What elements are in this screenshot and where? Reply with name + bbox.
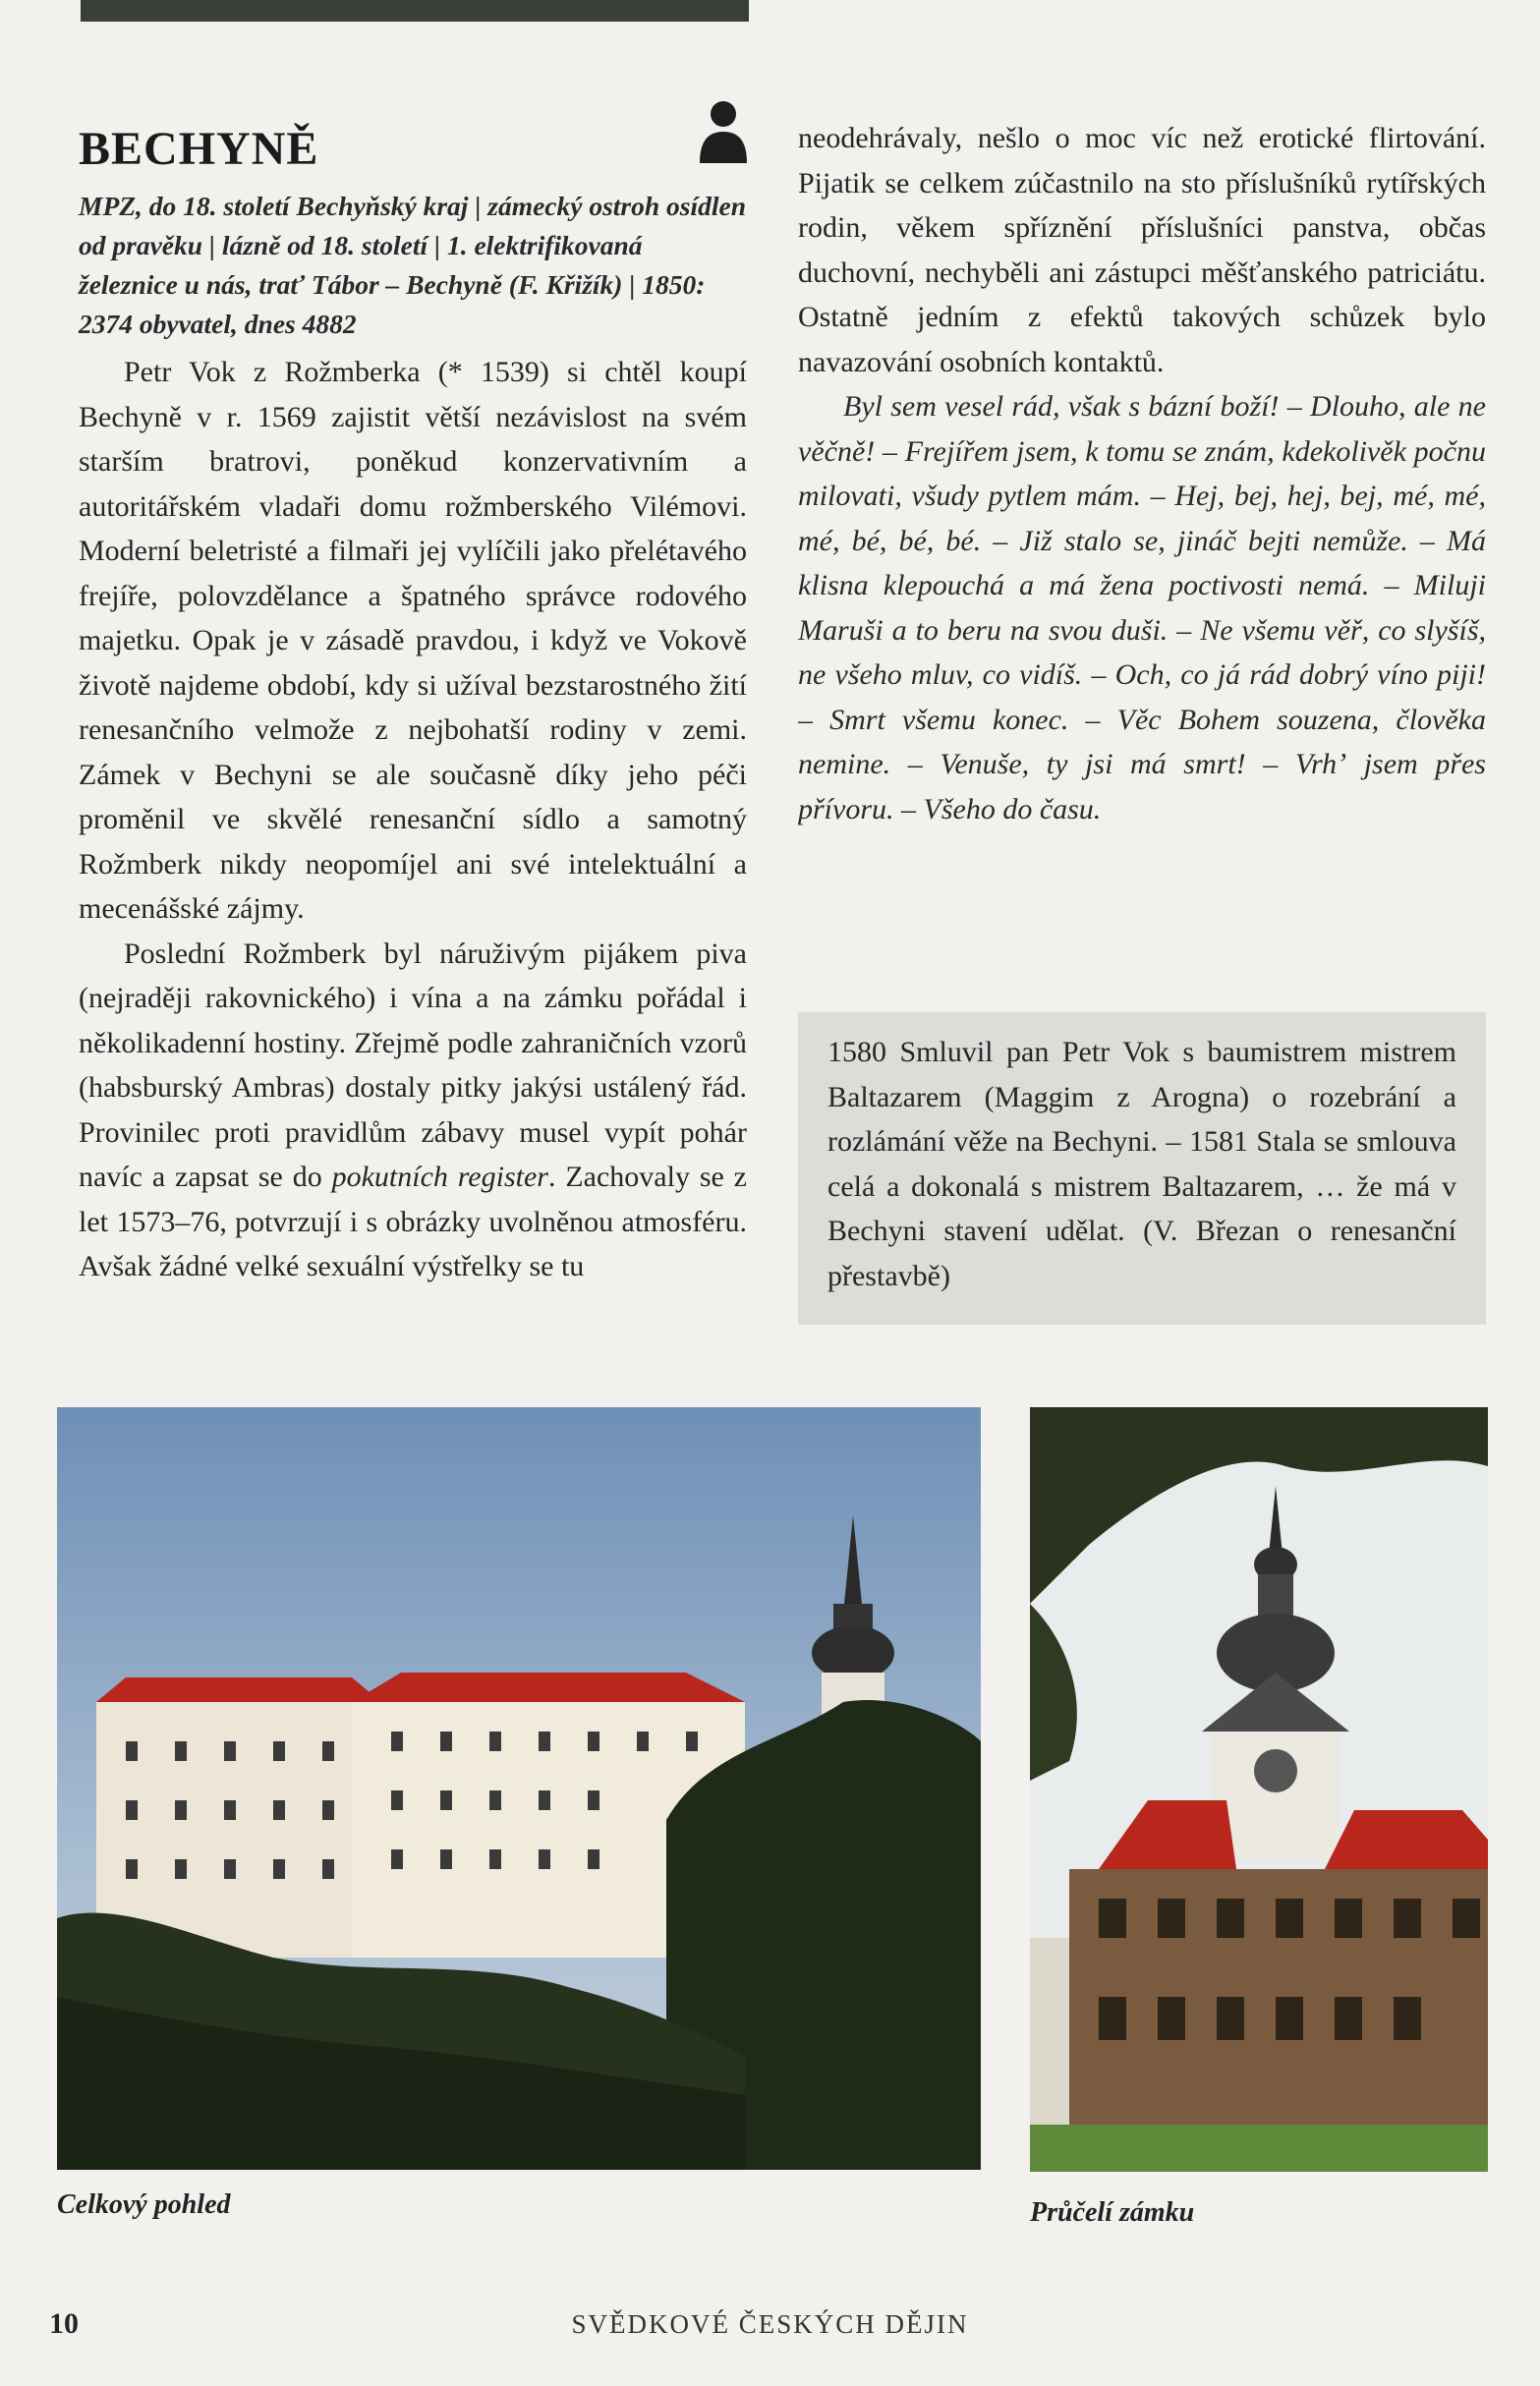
caption-overview: Celkový pohled (57, 2189, 231, 2220)
quote-box-text: 1580 Smluvil pan Petr Vok s baumistrem mistrem Baltazarem (Maggim z Arogna) o rozebrání a rozlámání věže na Bechyni. – 1581 Stala se smlouva celá a dokonalá s mistrem Baltazarem, … že má v Bechyni stavení udělat. (V. Březan o renesanční přestavbě) (827, 1036, 1456, 1292)
page-number: 10 (49, 2307, 79, 2340)
book-title: SVĚDKOVÉ ČESKÝCH DĚJIN (571, 2309, 969, 2339)
right-flow-inner (798, 116, 1486, 831)
paragraph-2-italic: pokutních register (331, 1161, 548, 1193)
article-title: BECHYNĚ (79, 123, 319, 175)
person-icon (698, 98, 749, 165)
paragraph-2-end: . Zachovaly se z let 1573–76, potvrzují i s obrázky uvolněnou atmosféru. Avšak žádné velké sexuální výstřelky se tu (79, 1161, 747, 1282)
paragraph-2-continued: neodehrávaly, nešlo o moc víc než erotické flirtování. Pijatik se celkem zúčastnilo na sto příslušníků rytířských rodin, věkem spříznění příslušníci panstva, občas duchovní, nechyběli ani zástupci měšťanského patriciátu. Ostatně jedním z efektů takových schůzek bylo navazování osobních kontaktů. (798, 122, 1486, 378)
quote-box (798, 1012, 1486, 1325)
paragraph-1: Petr Vok z Rožmberka (* 1539) si chtěl koupí Bechyně v r. 1569 zajistit větší nezávislost na svém starším bratrovi, poněkud konzervativním a autoritářském vladaři domu rožmberského Vilémovi. Moderní beletristé a filmaři jej vylíčili jako přelétavého frejíře, polovzdělance a špatného správce rodového majetku. Opak je v zásadě pravdou, i když ve Vokově životě najdeme období, kdy si užíval bezstarostného žití renesančního velmože z nejbohatší rodiny v zemi. Zámek v Bechyni se ale současně díky jeho péči proměnil ve skvělé renesanční sídlo a samotný Rožmberk nikdy neopomíjel ani své intelektuální a mecenášské zájmy. (79, 356, 747, 925)
caption-facade: Průčelí zámku (1030, 2197, 1195, 2228)
paragraph-2 (79, 932, 747, 1289)
castle-facade-photo (1030, 1407, 1488, 2172)
poem: Byl sem vesel rád, však s bázní boží! – Dlouho, ale ne věčně! – Frejířem jsem, k tomu se znám, kdekolivěk počnu milovati, všudy pytlem mám. – Hej, bej, hej, bej, mé, mé, mé, bé, bé, bé. – Již stalo se, jináč bejti nemůže. – Má klisna klepouchá a má žena poctivosti nemá. – Miluji Maruši a to beru na svou duši. – Ne všemu věř, co slyšíš, ne všeho mluv, co vidíš. – Och, co já rád dobrý víno piji! – Smrt všemu konec. – Věc Bohem souzena, člověka nemine. – Venuše, ty jsi má smrt! – Vrhʼ jsem přes přívoru. – Všeho do času. (798, 390, 1486, 825)
paragraph-2-start: Poslední Rožmberk byl náruživým pijákem piva (nejraději rakovnického) i vína a na zámku pořádal i několikadenní hostiny. Zřejmě podle zahraničních vzorů (habsburský Ambras) dostaly pitky jakýsi ustálený řád. Provinilec proti pravidlům zábavy musel vypít pohár navíc a zapsat se do (79, 937, 747, 1193)
article-meta: MPZ, do 18. století Bechyňský kraj | zámecký ostroh osídlen od pravěku | lázně od 18. století | 1. elektrifikovaná železnice u nás, trať Tábor – Bechyně (F. Křižík) | 1850: 2374 obyvatel, dnes 4882 (79, 191, 747, 339)
top-decorative-bar (81, 0, 749, 22)
castle-overview-photo (57, 1407, 981, 2170)
left-column (79, 118, 747, 1289)
right-flow-column (798, 116, 1486, 971)
